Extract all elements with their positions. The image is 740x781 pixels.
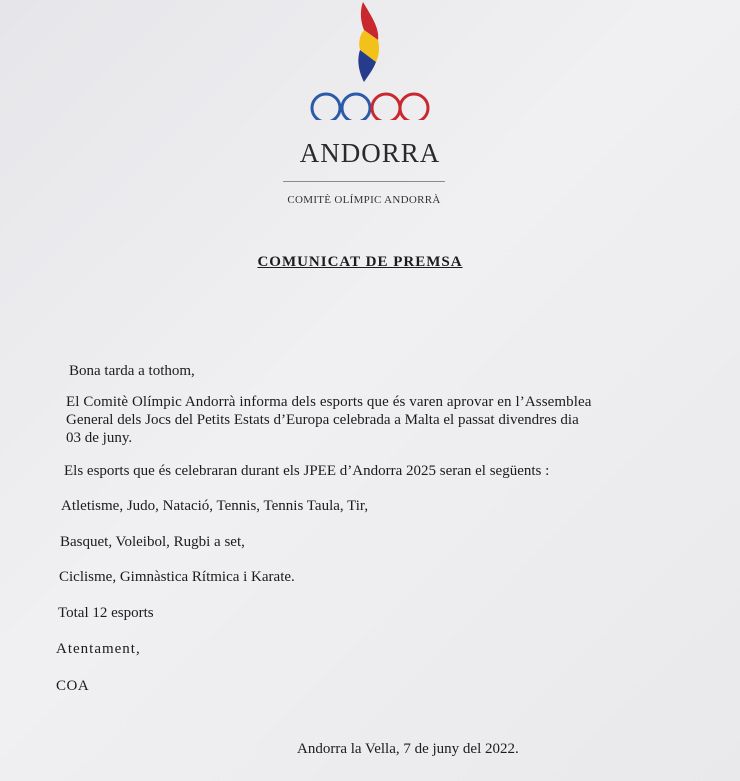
olympic-committee-logo bbox=[300, 0, 440, 120]
brand-name: ANDORRA bbox=[299, 138, 441, 168]
greeting: Bona tarda a tothom, bbox=[69, 363, 195, 379]
page-title: COMUNICAT DE PREMSA bbox=[257, 254, 463, 270]
olympic-rings-icon bbox=[312, 94, 428, 120]
flame-icon bbox=[358, 2, 379, 82]
signature: COA bbox=[56, 678, 90, 694]
sports-line: Ciclisme, Gimnàstica Rítmica i Karate. bbox=[59, 569, 295, 585]
intro-line: General dels Jocs del Petits Estats d’Europa celebrada a Malta el passat divendres dia bbox=[66, 412, 579, 428]
intro-line: 03 de juny. bbox=[66, 430, 133, 446]
sports-line: Basquet, Voleibol, Rugbi a set, bbox=[60, 534, 245, 550]
sports-intro: Els esports que és celebraran durant els JPEE d’Andorra 2025 seran el següents : bbox=[64, 463, 550, 479]
closing: Atentament, bbox=[56, 641, 141, 657]
divider-line bbox=[283, 181, 445, 182]
total-line: Total 12 esports bbox=[58, 605, 154, 621]
place-date: Andorra la Vella, 7 de juny del 2022. bbox=[297, 741, 519, 757]
sports-line: Atletisme, Judo, Natació, Tennis, Tennis Taula, Tir, bbox=[61, 498, 369, 514]
committee-subtitle: COMITÈ OLÍMPIC ANDORRÀ bbox=[287, 194, 441, 206]
intro-line: El Comitè Olímpic Andorrà informa dels esports que és varen aprovar en l’Assemblea bbox=[66, 394, 592, 410]
